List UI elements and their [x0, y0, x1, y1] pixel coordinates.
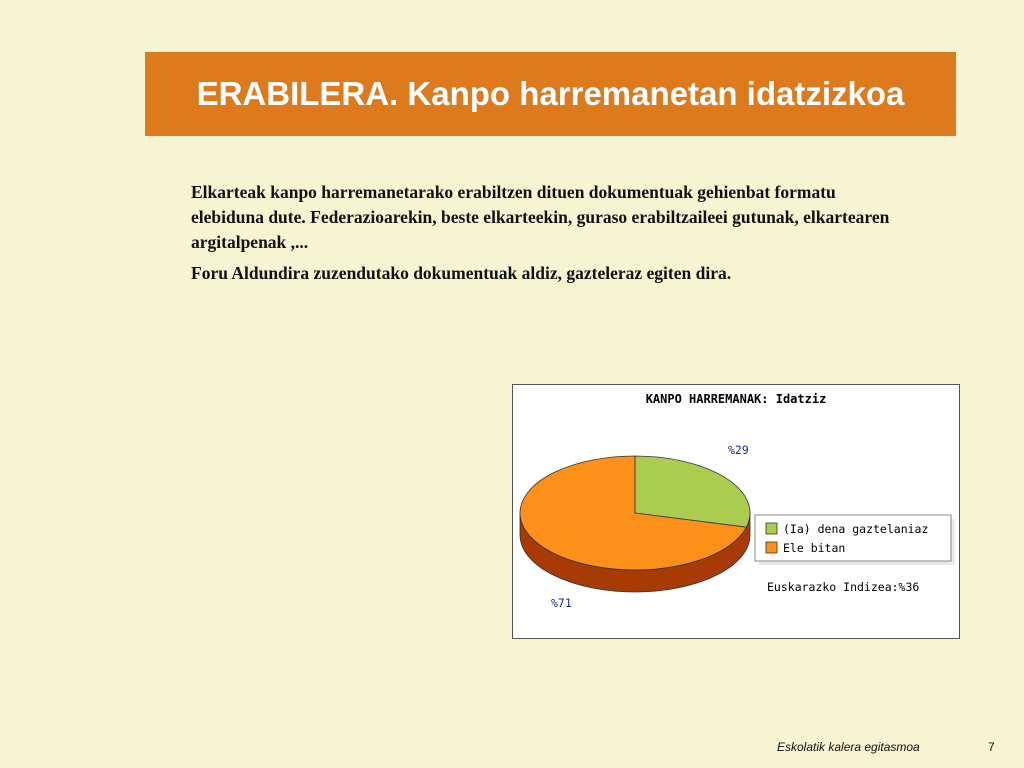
legend-swatch-gaztelaniaz [766, 523, 777, 534]
page-number: 7 [988, 740, 995, 754]
euskarazko-indizea: Euskarazko Indizea:%36 [767, 580, 920, 594]
pie-chart-svg [513, 385, 959, 638]
paragraph-2: Foru Aldundira zuzendutako dokumentuak aldiz, gazteleraz egiten dira. [191, 263, 732, 283]
slice-label-29: %29 [728, 443, 749, 457]
chart-title: KANPO HARREMANAK: Idatziz [645, 392, 827, 406]
legend-label-gaztelaniaz: (Ia) dena gaztelaniaz [783, 522, 929, 536]
slice-label-71: %71 [551, 596, 572, 610]
footer-text: Eskolatik kalera egitasmoa [777, 740, 920, 754]
chart-legend [755, 515, 955, 565]
pie-chart [512, 384, 960, 639]
slide-title: ERABILERA. Kanpo harremanetan idatzizkoa [196, 75, 905, 112]
body-text [191, 180, 911, 292]
paragraph-1: Elkarteak kanpo harremanetarako erabiltzen dituen dokumentuak gehienbat formatu elebiduna dute. Federazioarekin, beste elkarteekin, guraso erabiltzaileei gutunak, elkartearen argitalpenak ,... [191, 182, 890, 252]
legend-label-ele-bitan: Ele bitan [783, 541, 846, 555]
title-bar [145, 52, 956, 136]
legend-swatch-ele-bitan [766, 542, 777, 553]
